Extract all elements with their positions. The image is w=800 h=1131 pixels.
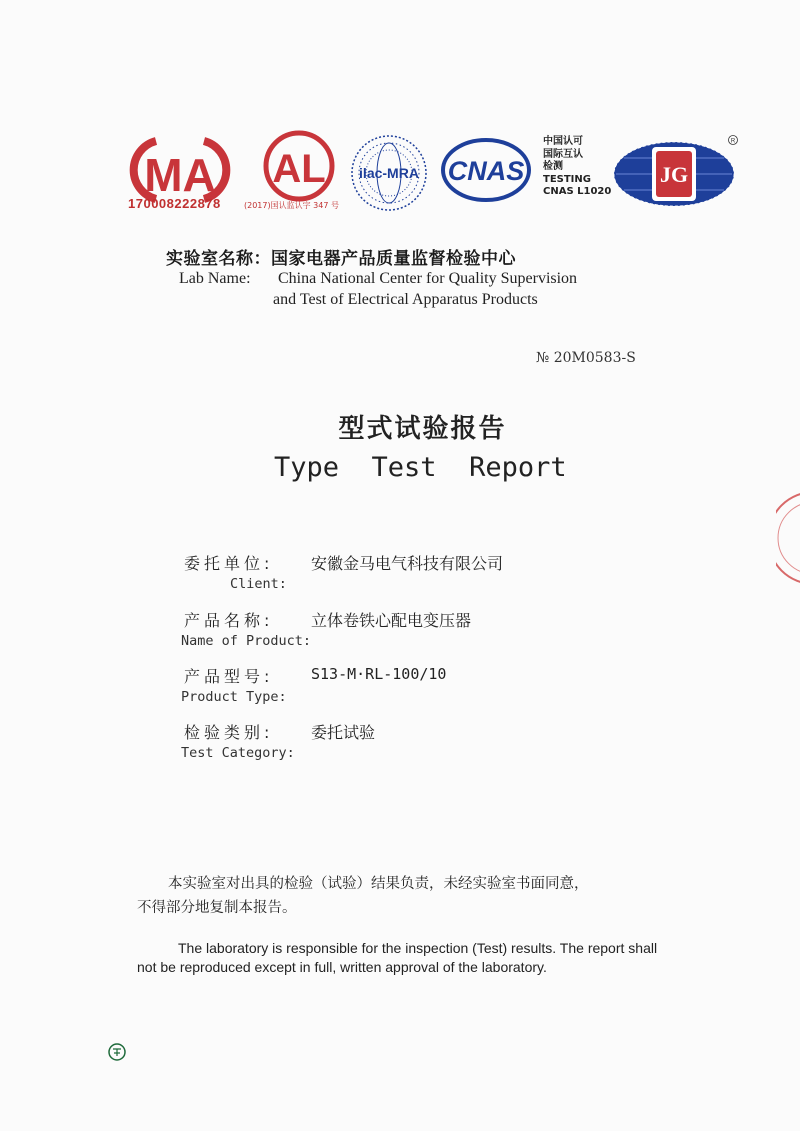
- cqc-logo-text: JG: [659, 162, 689, 187]
- test-category-label-en: Test Category:: [181, 745, 295, 761]
- product-name-label-en: Name of Product:: [181, 633, 312, 649]
- test-category-label-cn: 检验类别:: [184, 723, 274, 742]
- disclaimer-cn-line1: 本实验室对出具的检验（试验）结果负责，未经实验室书面同意，: [168, 876, 589, 892]
- red-seal-partial: [776, 490, 800, 586]
- test-category-value: 委托试验: [311, 723, 376, 742]
- report-number: № 20M0583-S: [536, 350, 636, 366]
- client-label-cn: 委托单位:: [184, 554, 274, 573]
- product-name-label-cn: 产品名称:: [184, 611, 274, 630]
- product-type-label-en: Product Type:: [181, 689, 287, 705]
- client-value: 安徽金马电气科技有限公司: [311, 554, 504, 573]
- ilac-mra-logo: [348, 133, 430, 213]
- cnas-line: 中国认可: [543, 136, 583, 147]
- lab-name-label-en: Lab Name:: [179, 270, 251, 287]
- print-mark-icon: [107, 1042, 127, 1062]
- cal-logo-text: AL: [272, 147, 326, 191]
- report-title-cn: 型式试验报告: [338, 414, 507, 444]
- report-title-en: Type Test Report: [274, 452, 567, 483]
- cnas-logo: [441, 138, 531, 202]
- product-type-label-cn: 产品型号:: [184, 667, 274, 686]
- client-label-en: Client:: [230, 576, 287, 592]
- cnas-line: TESTING: [543, 173, 591, 185]
- cnas-line: 国际互认: [543, 148, 583, 160]
- cqc-globe-logo: [612, 134, 738, 210]
- cma-logo-text: MA: [144, 149, 216, 201]
- svg-text:R: R: [730, 138, 736, 145]
- cnas-line: CNAS L1020: [543, 186, 612, 197]
- product-name-value: 立体卷铁心配电变压器: [311, 611, 472, 630]
- lab-name-en-line2: and Test of Electrical Apparatus Products: [273, 291, 538, 308]
- cma-number: 170008222878: [128, 196, 221, 211]
- product-type-value: S13-M·RL-100/10: [311, 665, 447, 683]
- cnas-logo-text: CNAS: [447, 156, 525, 186]
- disclaimer-en-line1: The laboratory is responsible for the inspection (Test) results. The report shall: [178, 940, 658, 956]
- ilac-logo-text: ilac-MRA: [359, 165, 419, 181]
- lab-name-en-line1: China National Center for Quality Supervision: [278, 270, 578, 287]
- cnas-line: 检测: [543, 161, 563, 172]
- disclaimer-en-line2: not be reproduced except in full, written approval of the laboratory.: [137, 959, 547, 975]
- disclaimer-cn-line2: 不得部分地复制本报告。: [137, 900, 297, 916]
- cnas-accreditation-text: [543, 136, 613, 199]
- cal-number: (2017)国认监认字 347 号: [244, 201, 339, 210]
- lab-name-cn: 实验室名称：国家电器产品质量监督检验中心: [166, 249, 516, 269]
